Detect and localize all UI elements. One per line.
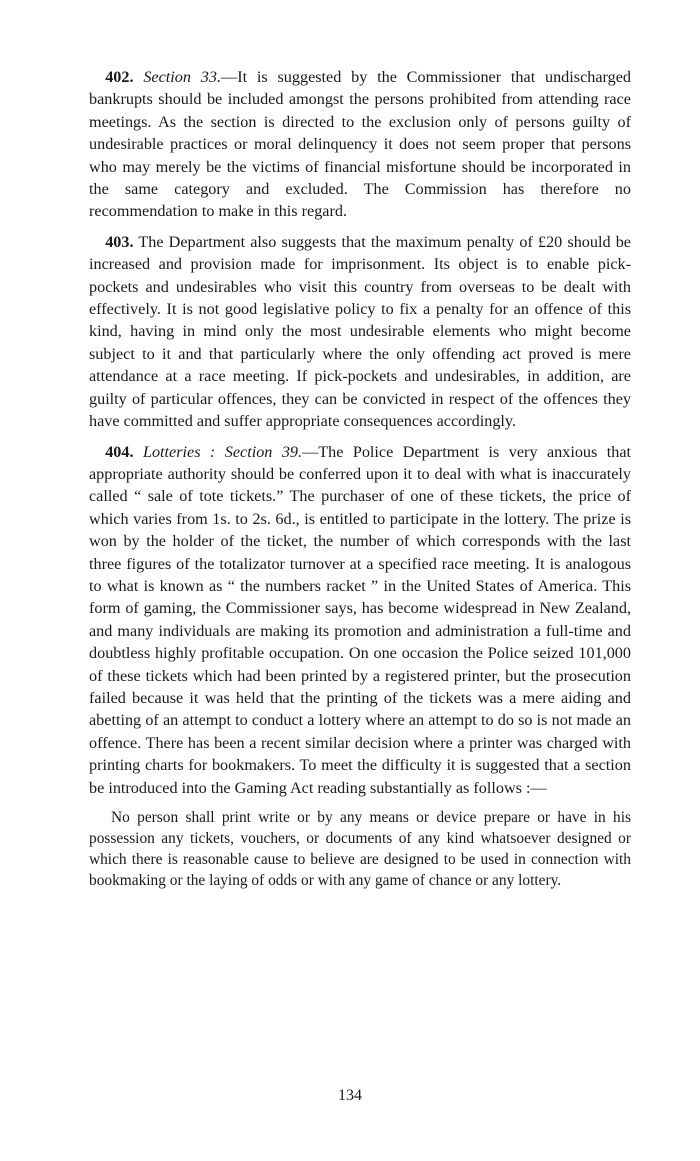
paragraph-number: 404. — [105, 442, 134, 461]
paragraph-text: The Department also suggests that the maximum penalty of £20 should be increased and provision made for imprisonment. Its object is to enable pick-pockets and undesirables who visit this country from overseas to be dealt with effectively. It is not good legislative policy to fix a penalty for an offence of this kind, having in mind only the most undesirable elements who might become subject to it and that particularly where the only offending act proved is mere attendance at a race meeting. If pick-pockets and undesirables, in addition, are guilty of particular offences, they can be convicted in respect of the offences they have committed and suffer appropriate consequences accordingly. — [89, 232, 631, 431]
proposed-section-quote: No person shall print write or by any means or device prepare or have in his possession any tickets, vouchers, or documents of any kind whatsoever designed or which there is reasonable cause to believe are designed to be used in connection with bookmaking or the laying of odds or with any game of chance or any lottery. — [89, 809, 631, 889]
paragraph-402 — [89, 66, 631, 223]
paragraph-text: —The Police Department is very anxious that appropriate authority should be conferred upon it to deal with what is inaccurately called “ sale of tote tickets.” The purchaser of one of these tickets, the price of which varies from 1s. to 2s. 6d., is entitled to participate in the lottery. The prize is won by the holder of the ticket, the number of which corresponds with the last three figures of the totalizator turnover at a specified race meeting. It is analogous to what is known as “ the numbers racket ” in the United States of America. This form of gaming, the Commissioner says, has become widespread in New Zealand, and many individuals are making its promotion and administration a full-time and doubtless highly profitable occupation. On one occasion the Police seized 101,000 of these tickets which had been printed by a registered printer, but the prosecution failed because it was held that the printing of the tickets was a mere aiding and abetting of an attempt to conduct a lottery where an attempt to do so is not made an offence. There has been a recent similar decision where a printer was charged with printing charts for bookmakers. To meet the difficulty it is suggested that a section be introduced into the Gaming Act reading substantially as follows :— — [89, 442, 632, 797]
paragraph-404 — [89, 441, 631, 800]
section-reference: Section 33. — [143, 68, 222, 86]
document-body — [89, 66, 631, 891]
paragraph-number: 403. — [105, 232, 134, 251]
paragraph-text: —It is suggested by the Commissioner that undischarged bankrupts should be included amongst the persons prohibited from attending race meetings. As the section is directed to the exclusion only of persons guilty of undesirable practices or moral delinquency it does not seem proper that persons who may merely be the victims of financial misfortune should be incorporated in the same category and excluded. The Commission has therefore no recommendation to make in this regard. — [89, 68, 631, 221]
paragraph-403 — [89, 231, 631, 433]
section-reference: Lotteries : Section 39. — [142, 442, 303, 461]
page-number: 134 — [338, 1087, 362, 1104]
paragraph-number: 402. — [105, 68, 134, 86]
